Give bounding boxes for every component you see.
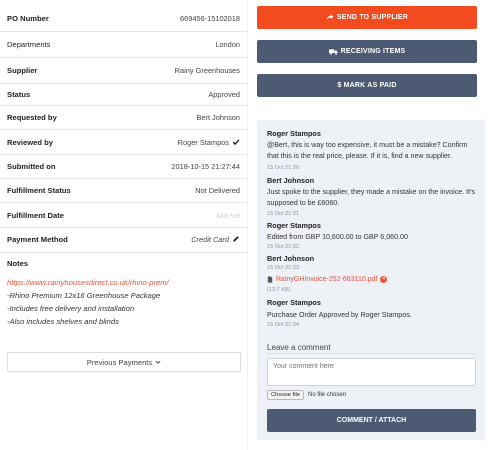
previous-payments-button[interactable] — [7, 352, 241, 372]
comment-author: Bert Johnson — [267, 254, 315, 263]
previous-payments-label: Previous Payments — [86, 357, 153, 367]
comment-text: @Bert, this is way too expensive, it must be a mistake? Confirm that this is the real price, please. If it is, find a new supplier. — [267, 141, 468, 160]
reviewed-by-value-wrap — [178, 138, 240, 147]
requested-by-label: Requested by — [7, 112, 57, 122]
send-to-supplier-label: SEND TO SUPPLIER — [336, 14, 409, 21]
detail-row-reviewed-by — [7, 129, 240, 155]
comment-author: Roger Stampos — [267, 221, 321, 230]
pdf-file-icon — [267, 276, 273, 283]
status-label: Status — [7, 89, 31, 99]
check-icon — [232, 138, 240, 146]
no-file-label: No file chosen — [308, 392, 347, 398]
comment-time: 15 Oct 21:34 — [267, 322, 300, 328]
payment-method-value: Credit Card — [191, 234, 229, 244]
comment-input[interactable] — [267, 358, 476, 386]
truck-icon — [329, 49, 338, 55]
receiving-items-button[interactable] — [257, 40, 477, 63]
reviewed-by-value: Roger Stampos — [177, 137, 229, 147]
divider — [267, 353, 475, 354]
comment-text: Edited from GBP 10,600.00 to GBP 6,060.00 — [267, 233, 408, 241]
comment-time: 15 Oct 21:32 — [267, 244, 300, 250]
fulfillment-status-label: Fulfillment Status — [7, 185, 71, 195]
detail-row-departments — [7, 31, 240, 57]
comment-author: Roger Stampos — [267, 129, 321, 138]
supplier-value: Rainy Greenhouses — [174, 65, 240, 75]
comment-author: Roger Stampos — [267, 298, 321, 307]
notes-title: Notes — [7, 259, 29, 268]
detail-row-fulfillment-date — [7, 202, 240, 228]
notes-body — [7, 276, 243, 328]
detail-row-po-number — [7, 5, 240, 31]
column-divider — [247, 0, 248, 450]
status-value: Approved — [208, 89, 240, 99]
comment-time: 15 Oct 21:30 — [267, 165, 300, 171]
submitted-on-label: Submitted on — [7, 161, 56, 171]
divider — [0, 252, 247, 253]
notes-line: -Includes free delivery and installation — [7, 304, 135, 313]
reviewed-by-label: Reviewed by — [7, 137, 54, 147]
fulfillment-date-value[interactable]: Not set — [216, 210, 240, 220]
attachment-link[interactable]: RainyGHInvoice-252-663110.pdf — [276, 276, 378, 283]
payment-method-value-wrap[interactable] — [191, 235, 240, 244]
share-icon — [326, 14, 334, 21]
attachment-size: (13.7 KB) — [267, 287, 291, 293]
mark-as-paid-button[interactable] — [257, 74, 477, 97]
po-number-label: PO Number — [7, 13, 49, 23]
file-chooser — [267, 390, 346, 400]
detail-row-payment-method — [7, 226, 240, 252]
leave-comment-title: Leave a comment — [267, 343, 331, 352]
supplier-label: Supplier — [7, 65, 38, 75]
comments-panel — [257, 120, 485, 440]
comment-text: Purchase Order Approved by Roger Stampos. — [267, 311, 412, 319]
chevron-down-icon — [155, 359, 161, 365]
attachment — [267, 276, 387, 283]
payment-method-label: Payment Method — [7, 234, 68, 244]
detail-row-supplier — [7, 57, 240, 83]
po-number-value: 669456-15102018 — [179, 13, 240, 23]
comment-time: 15 Oct 21:31 — [267, 211, 300, 217]
comment-time: 15 Oct 21:33 — [267, 265, 300, 271]
remove-icon[interactable]: × — [382, 276, 386, 282]
mark-as-paid-label: $ MARK AS PAID — [337, 82, 397, 89]
comment-author: Bert Johnson — [267, 176, 315, 185]
comment-attach-label: COMMENT / ATTACH — [336, 417, 407, 424]
requested-by-value: Bert Johnson — [196, 112, 240, 122]
notes-line: -Rhino Premium 12x16 Greenhouse Package — [7, 291, 161, 300]
choose-file-button[interactable]: Choose file — [267, 390, 304, 400]
departments-value: London — [215, 39, 240, 49]
fulfillment-date-label: Fulfillment Date — [7, 210, 64, 220]
detail-row-submitted-on — [7, 153, 240, 179]
send-to-supplier-button[interactable] — [257, 6, 477, 29]
comment-attach-button[interactable] — [267, 409, 476, 432]
detail-row-fulfillment-status — [7, 177, 240, 203]
notes-link[interactable]: https://www.rainyhousesdirect.co.uk/rhino-prem/ — [7, 278, 169, 287]
pencil-icon[interactable] — [232, 235, 240, 243]
comment-text: Just spoke to the supplier, they made a mistake on the invoice. It's supposed to be £6060. — [267, 188, 475, 207]
fulfillment-status-value: Not Delivered — [195, 185, 240, 195]
notes-line: -Also includes shelves and blinds — [7, 317, 119, 326]
purchase-order-details — [0, 0, 247, 450]
departments-label: Departments — [7, 39, 51, 49]
submitted-on-value: 2018-10-15 21:27:44 — [171, 161, 240, 171]
detail-row-requested-by — [7, 104, 240, 130]
receiving-items-label: RECEIVING ITEMS — [340, 48, 406, 55]
